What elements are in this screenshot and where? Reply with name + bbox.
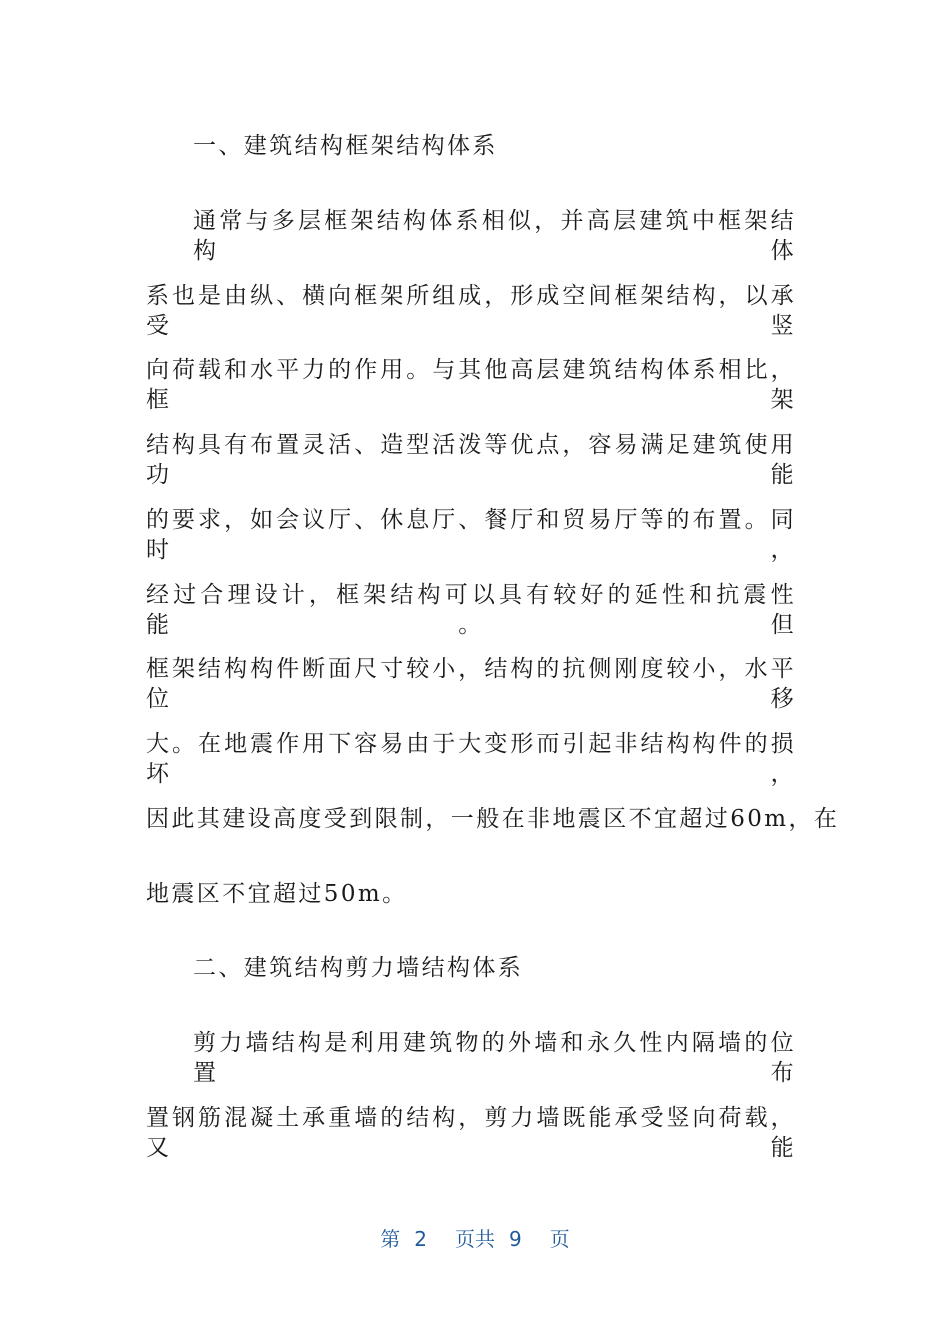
footer-prefix: 第	[380, 1227, 401, 1251]
heading-frame-structure: 一、建筑结构框架结构体系	[193, 133, 498, 159]
paragraph-line: 置钢筋混凝土承重墙的结构，剪力墙既能承受竖向荷载，又能	[146, 1105, 796, 1161]
paragraph-line: 经过合理设计，框架结构可以具有较好的延性和抗震性能。但	[146, 582, 796, 638]
page-footer	[0, 1225, 950, 1253]
paragraph-line: 剪力墙结构是利用建筑物的外墙和永久性内隔墙的位置布	[193, 1030, 796, 1086]
paragraph-line: 框架结构构件断面尺寸较小，结构的抗侧刚度较小，水平位移	[146, 656, 796, 712]
paragraph-line: 因此其建设高度受到限制，一般在非地震区不宜超过60m，在	[146, 806, 840, 832]
paragraph-line: 系也是由纵、横向框架所组成，形成空间框架结构，以承受竖	[146, 283, 796, 339]
footer-total-pages: 9	[509, 1227, 522, 1251]
heading-shear-wall-structure: 二、建筑结构剪力墙结构体系	[193, 955, 524, 981]
paragraph-line: 结构具有布置灵活、造型活泼等优点，容易满足建筑使用功能	[146, 432, 796, 488]
footer-current-page: 2	[414, 1227, 427, 1251]
paragraph-line: 通常与多层框架结构体系相似，并高层建筑中框架结构体	[193, 208, 796, 264]
paragraph-line: 地震区不宜超过50m。	[146, 881, 408, 907]
paragraph-line: 向荷载和水平力的作用。与其他高层建筑结构体系相比，框架	[146, 357, 796, 413]
footer-suffix: 页	[549, 1227, 570, 1251]
paragraph-line: 的要求，如会议厅、休息厅、餐厅和贸易厅等的布置。同时，	[146, 507, 796, 563]
footer-middle: 页共	[455, 1227, 495, 1251]
paragraph-line: 大。在地震作用下容易由于大变形而引起非结构构件的损坏，	[146, 731, 796, 787]
